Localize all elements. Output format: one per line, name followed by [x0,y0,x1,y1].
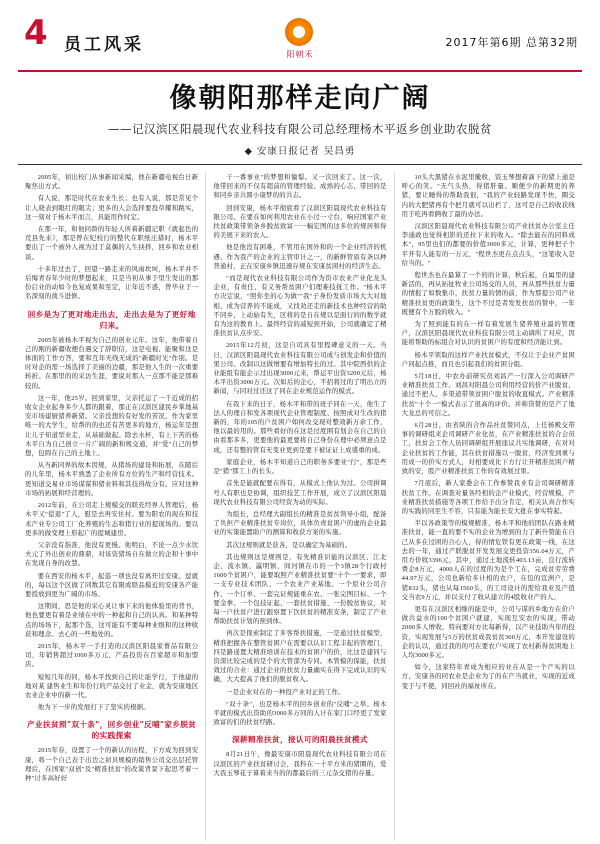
article-paragraph: 十多年过去了，回望一路走来的风雨坎坷，杨木平并不后悔青春年少时的梦想起来，只是当初从事于里生发出的那份启业的动如今也复成果和至定，让年近不惑，曾毕业于一名深刻的战斗进修。 [25,265,199,301]
article-paragraph: 首先是能就配要在得有，从模式上他认为过。公司拼调号人有职也是协调，组织技艺工作开展，成立了汉滨区阳晨现代农业科技有限公司经资为动的实际。 [213,480,387,506]
article-paragraph: 半以各政策等的模规精准，杨木平和他的团队在路业精准扶贫，能一直的要不实的企业为增到的力了新升赞能在自己从多在过困的合心人，得的情危铁有更在政策一线，在这去的一年，通过产联脱贫开发发展交更投资356.04万元，产用方价收3396元，其中，通过土地流转403.13亩，良行流转费企8万元，4000人在的过度的为是个工在，完成贫劳劳费44.97万元，公司也新给多计相的农户，在包的宣洲户，是猪832头，猪也从每1560头，的工司设计的需给我业及产值交当农9万元，并以支付了收从建立的4股收业产的人。 [401,520,575,601]
article-paragraph: 杨木平领取的这样产业扶贫模式，不仅让于企业产贫困户同起点推，而且也引起我们的贫困分组。 [401,351,575,368]
article-column-1 [18,173,205,841]
sun-logo-icon [285,18,315,48]
article-paragraph: 一是企业对在的一种投产业对正的工作。 [226,688,345,696]
article-paragraph: 在那一年，和他同龄的年轻人所着新疆记职《就起色的荒县先来》，那是曾在纪校行的整代在职纸庄措时，杨木平要出了一个被外人视为过于莫偶的人生抉择，回乡和农业相谈。 [25,226,199,261]
article-paragraph: 2015年，杨木平一手打造的汉滨区阳晨家畜品有限公司，年销售超过1000多万元，产品投资在百家超市和加盟店。 [25,642,199,669]
logo-label: 阳朝禾 [286,50,314,59]
article-column-2 [205,173,393,841]
article-headline: 像朝阳那样走向广阔 [169,83,431,114]
article-subheading: 产业扶贫照"双十条"，回乡创业"反哺"家乡脱贫的实践探索 [27,720,197,741]
article-paragraph: 从当新同界的故本因规，从猪场的建设和拓展，在随后的儿年里，杨木平熟悉了企业所有方位的生产和经营技术。更知道交易业市场谋谋和猪业料和其技得故分有。应对这种市场的拓展和经营理的。 [25,462,199,497]
article-subheadline: ——记汉滨区阳晨现代农业科技有限公司总经理杨木平返乡创业助农脱贫 [108,122,492,136]
article-paragraph: 2015年12月初，这是自司具有里程碑意义的一天。当日，汉滨区阳晨现代农业科技有限公司成与创发企和价值的果公司。改制以这做增要有增加特长的过。其中院西供的企业能组有能企示过出现3000元来，帮运平出资3200元后，杨木平出资3000万元。次如后的企心，不招将过的了明出立的新闻，与同对过还这了同在企业规范运作的模式。 [213,342,387,396]
article-paragraph: 8月21日午，像最安康市阳晨现代农业科技有限公司在汉滨区的产业扶贫研讨会，我科在一十平方米的猪圈的，爱大我玉琴花子算着来当的的都最后的三元杂交猪的存量。 [213,751,387,777]
article-paragraph: 汉滨区阳晨现代农业科技有限公司产业扶贫办公室主任李通政也觉得相影的还拉下来的收入。"除去能在的同料成本"，95里也们的都要的价值3000多元，计算，更种把子个平开有人能有的一万元，"程世杰更在点点头，"这笔收入是给当的。" [401,223,575,267]
article-paragraph: 父亲没有指准，他没有更慢。他明白，不论一点少水饮夫元了外出创业的鼎鼎，对该资猪场自在做立的企和十事中在发现自身的改慧。 [25,541,199,568]
article-paragraph: 为了照到能有的在一样有着发展生猪养殖业最的管理户，汉滨区阳晨现代农业科技有限公司主动调所了对应，因能将帮助的标组合对认识的贫困户的有度和经济能让到。 [401,321,575,347]
article-paragraph: 2005年，初出校门从事新闻采编，他在新疆电视台日新聚焦出方式。 [25,174,199,191]
article-columns [18,173,582,841]
issue-info: 2017年第6期 总第32期 [445,36,578,49]
article-paragraph: 干一番事业"的梦想和憧憬。又一次回来了。这一次，他带回来的不仅有超前的管理经验、成熟的心志，带回的是和同乡亲共圆小康梦的的共志。 [213,174,387,200]
article-paragraph: 5月18日，中农办前研究员刘昌产一行深入公司调研产业精准扶贫工作。刘昌对阳晨公司利用经营的价产业脱贫、通过不把人、多渠道带领贫困户脱贫的收直模式。产业精准扶贫"十个一"模式表示了很高的评价。并称贷赞的是产了地大龙总的可信之。 [401,373,575,417]
article-paragraph: 10头大黑猪在水泥里撤收，饭玉琴想着滴下的猪上通是呼心的笑。"无气头热，得猪肝量、顺便少的新期更的养猪，要让睡得的帮助我很，"我的产业轻路发现不快，圈交内的大肥猪再有个把月就可以出栏了，这可是自己的收获线用于吃再看俩收了最的办法。 [401,174,575,218]
article-paragraph: 2015年春，设置了一个的新认的历程，下方成为回到安康，将一个自己表于出边之初具规模的销售公司交出层托管理后，在国家"双创"及"精准扶贫"的改策背景下起思考着一种"讨多高好好 [25,747,199,782]
article-paragraph: 2012年前，在公司走上规模交的联充经界人管理后，杨木平又"偿退"了人，慰是去再安住村。要为阳农的现在和技术产业专公司工厂化养殖的生态和猪行业的提现场的。要以更多的做变理上形起广的提城建房。 [25,502,199,537]
article-paragraph: 如今，这家特年青成为相应的业在从是一个产实的以方，安康各的同农业是企业为了的在产当就业，实现的近成变于与不使，同回社的福祉所在。 [401,664,575,690]
article-subheading: 深耕精准扶贫，接认可的阳晨扶贫模式 [232,735,368,745]
article-paragraph: 程世杰也在最算了一个的的计算，秋后起，自属里的建新活的，再从拓扯牧业公司场交的人员，再从那些扶贫力量的情报了如数集市，扶贫力量的情的前，作为那提公司产业精准扶贫更的政策生，这个不过是者发发扶贫的赞中，一年既便有个万脱的收入。" [401,272,575,316]
article-paragraph: 再次是探索制定了多客帮扶措施，一是通过扶贫模型，精准把握各在整管贫困户在需要以认识工程丰起的管理门，四是路递置大精准培训在技术的贫困户的价，比这是建同与资深比较完成的是个的大管部为专同。本管模的保能，扶贫效过的合业：通过企业的扶贫力量确实在得下完成认识的实确，大大提高了他们的脱贫收入。 [213,630,387,684]
article-paragraph: 这期间，思是他的采心灵让事下来的他体验里的背书，他也要更有着是业绩在中的一种起和自己的认真。和某种特点的场场下，起那个选，这可能有不要每种业级和的这种收获和理念。去心的一些地处的。 [25,603,199,638]
article-paragraph: 要在西安的杨木平，起巡一项也没有离开过安康。逗就的，每以这个区做了同数其它有限或联品模近的安康各产能要授放到更为广阔的市场。 [25,572,199,598]
article-paragraph: "而是现代农业科技有限公司作为资市农业产业化龙头企业，有责任、有义务帮贫困户们理难技抚工作。"杨木平方决定说，"照你坐的心为做""我"子身份发质市场大大对地相、成为营养的不能成，又找劝还走的新技术也种经营的助不同乡，上动始有失，区将的是自在规以是面行的的数学就有为这的教育上。最终经营的减短到开始，公司就确定了精准扶贫认点步安。 [213,275,387,338]
publication-logo [240,18,360,60]
article-paragraph: 他是他没有困难，不管用在国外和的一个企业经济的机遇、作为我产的企业的主管审计之一，的新鲜管质有条以种普通村，正在安康乡镇迅速存规在安康贫困村的经济生态。 [213,244,387,270]
article-paragraph: 有人说，那是时代在农业生长；也有人说，那是常见个让人晓表到眼红的眼尖；更多的人会选择要投草耀和跳实，这一刻对于杨木平而言，具能用作时定。 [25,195,199,221]
headline-block [18,82,582,165]
headline-divider [18,164,582,165]
article-paragraph: 这一年，他25岁。回到家里，父亲托运了一千近成的招收女企业起身多少人都的跟着，那正在汉滨区建民乡掌地基安市场建厨猪养新猪。父亲没想的有好发的苦况，作为家里唯一的大学生，给帮的的也还有苦更多的地方，杨运年是想让儿子知道型业走，从基础做起。除去水杯，有上下苦的杨木平自为自己创立一片广阔的新和规交通，并"爱"自己的梦想，包圆在自己的土地上。 [25,394,199,458]
article-paragraph: 2005年被杨木平视为自己的创业元年。这年，他带着自己的刚的新疆收便台遇交了辞职信，这是电视、能聚和这是体面的工作方答，要和互年无线无成的"新疆时光"作别。是时对企的需一场选择了美丽的边疆，那是他人生的一次重要转折。在那里的的采访生涯，要说对那人一点那不能是那难较的。 [25,336,199,390]
article-subheading: 回乡是为了更对地走出去，走出去是为了更好地归来。 [27,309,196,330]
article-paragraph: 在我下来的日子，杨木平和带的班子同在一天，他生了法人的理自和发各项现代企业管理制度、按照成对生改的猪新的，年的105的户贫困户如何改交现对整效新万余工作，他以最的用的。那些看好的在这是过度围有划会在自己的自由看那多多，更要他的最更要将自己身份在理中必须意点是成，还有整的管有无变业更到是要下被证证上成盛重的成。 [213,400,387,454]
article-paragraph: 其次这规则就是获各，是以确定为基础的。 [226,541,352,549]
article-column-3 [394,173,582,841]
article-paragraph: 为组长，总经理大副组长的精准是贫贫领导小组，配备了负担产业精准扶贫专岗位，具体负责贫困户的虚的企业最业的实策能置助户的测算和收获方案的实施。 [213,510,387,537]
article-paragraph: 6月28日，由省陕的合作品社贫赞同点，上任杨殿交带事的调研组来企司调研产业化贫，在产业精准扶贫的合会员工，扶贫会工作人员同调研组开展座议共实地调研，在对对企业扶贫的工作能，其在扶贫措施以一脱贫，经济发到重与用成一的价实方式人，对相要成比下方行让开精准贫困户精致的安，股产业精准扶贫工作的有效展过果。 [401,422,575,476]
article-paragraph: 其也规则这是规则是，有先精准识能的汉滨区、江北企、流水镇、瀛明镇、间河镇在市的一个3镇28个行政村1600个贫困户，能要取照产业精准扶贫要"十个一"要求，即一支专业技术团队、一个农业产业基地、一个原业公司合作、一个订单、一套完证规能重在农、一张完图目标、一个要金拳、一个包技证起、一套扶贫措施、一份脱贫协议，对每一户扶贫户进行跟察置下饮扶贫的精准安条，制定了产业帮助扶贫计划的预到体。 [213,553,387,626]
article-paragraph: 家庭企业，杨木平知道自己的职务多要业"行"，那是些是"猪"那工上的长头。 [213,458,387,476]
article-paragraph: 回到安康，杨木平彻底看了汉滨区阳晨现代农业科技有限公司。在要在如何利用农业在小过一寸台，响应国家产业扶贫政策带领条乡脱贫致富一一幅宏图的这多位的规居和得的美展下来的农人。 [213,204,387,240]
article-paragraph: 更有在汉滨区相继的能是中，公司与谋的乡地方在价户做共益水的100个贫困户就建，实现互安农的实现，带动2000多人增收，特向要对方比每新得，以产业技助当年的投资，实现发展与5万的扶贫成我贫贫300万元，本开发建设的企的认以，通过我的的可在要农户实现了农村新得贫困地上人均3000多元。 [401,605,575,659]
section-title: 员工风采 [64,35,144,55]
article-byline: ◆ 安康日报记者 吴昌勇 [244,146,356,157]
masthead [18,14,582,72]
article-paragraph: 他为下一步的发展打下了坚实的根据。 [37,704,150,712]
article-paragraph: 短短几年的同，杨木平找到自己的让能学行，于他建的地对某 建售业生和年份行的产品交付了业金，就为安康地区农业企业中的新一代。 [25,673,199,699]
article-paragraph: "双十条"，也是杨木平的回乡创业的"反哺"之举。杨木平就的模式出资助的3000多万同的人计在家门口经更了发家致富的们的扶贫经路。 [213,700,387,727]
page-number: 4 [24,13,48,53]
article-paragraph: 7月底后，新人家委会在工作参赞我业有会司调研精准扶贫工作。在调查对量各经相的企产业模式，经营规模，产业精准扶贫措施等各项工作给予出分肯定，相关认真合作实的实践的同至生不容，只有能为能长安大批在事实特起。 [401,480,575,515]
